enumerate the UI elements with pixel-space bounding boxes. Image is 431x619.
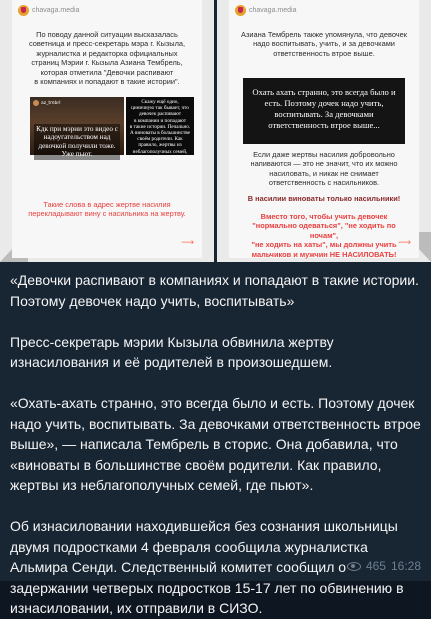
story-text-line: в компании и попадают bbox=[133, 117, 187, 124]
story-text-line: Скажу ещё одно, bbox=[141, 99, 179, 105]
intro-line: которая отметила "Девочки распивают bbox=[40, 67, 174, 77]
intro-line: Азиана Тембрель также упомянула, что девочек bbox=[241, 30, 407, 39]
intro-line: ответственность втрое выше. bbox=[273, 48, 375, 58]
quote-line: воспитывать. За девочками bbox=[274, 109, 374, 119]
red-line: мальчиков и мужчин НЕ НАСИЛОВАТЬ! bbox=[251, 249, 397, 259]
brand-logo-icon bbox=[235, 5, 246, 16]
story-text-line: А виноваты в большинстве bbox=[130, 130, 190, 137]
para-line: напиваются — это не значит, что их можно bbox=[250, 159, 398, 169]
message-time: 16:28 bbox=[390, 559, 421, 573]
arrow-right-icon: ⟶ bbox=[181, 238, 194, 248]
brand bbox=[18, 5, 79, 16]
quote-line: ответственность втрое выше... bbox=[268, 120, 380, 130]
story-text-line: неблагополучных семей, bbox=[132, 148, 188, 155]
intro-line: страниц Мэрии г. Кызыла Азиана Тембрель, bbox=[31, 58, 183, 68]
slide-right-bold: В насилии виноваты только насильники! bbox=[247, 194, 401, 203]
story-text-line: циничную так бывает, что bbox=[131, 105, 189, 112]
story-header bbox=[33, 100, 60, 106]
message-paragraph: «Охать-ахать странно, это всегда было и есть. Поэтому дочек надо учить, воспитывать. За девочками ответственность втрое выше», — написала Тембрель в сторис. Она добавила, что «виноваты в большинстве своём родители. Как правило, жертвы из неблагополучных семей, где пьют». bbox=[10, 395, 421, 493]
quote-line: есть. Поэтому дочек надо учить, bbox=[264, 98, 384, 108]
intro-line: надо воспитывать, учить, и за девочками bbox=[253, 39, 395, 49]
message-meta bbox=[347, 559, 421, 573]
slide-card bbox=[12, 0, 202, 258]
message-paragraph: «Девочки распивают в компаниях и попадают в такие истории. Поэтому девочек надо учить, воспитывать» bbox=[10, 272, 419, 309]
view-count: 465 bbox=[365, 559, 386, 573]
brand bbox=[235, 5, 296, 16]
para-line: насиловать, и никак не снимает bbox=[269, 168, 379, 178]
para-line: ответственность с насильников. bbox=[268, 178, 380, 188]
intro-line: советница и пресс-секретарь мэра г. Кызыла, bbox=[28, 39, 186, 49]
story-text-line: в такие истории. Печально. bbox=[129, 123, 191, 130]
slide-right[interactable] bbox=[217, 0, 431, 262]
red-line: "не ходить на хаты", мы должны учить bbox=[251, 240, 397, 250]
brand-name: chavaga.media bbox=[249, 7, 297, 14]
slide-right-intro bbox=[239, 30, 409, 58]
intro-line: в компаниях и попадают в такие истории". bbox=[34, 77, 180, 87]
arrow-right-icon: ⟶ bbox=[398, 238, 411, 248]
story-screenshot bbox=[30, 97, 124, 159]
brand-name: chavaga.media bbox=[32, 7, 80, 14]
quote-card bbox=[243, 78, 405, 144]
slide-right-red bbox=[239, 212, 409, 259]
quote-line: Охать ахать странно, это всегда было и bbox=[252, 87, 396, 97]
slide-card bbox=[229, 0, 419, 258]
avatar bbox=[33, 100, 39, 106]
story-caption-line: Уже пьют. bbox=[61, 150, 93, 159]
story-caption-line: Кдк при мэрии это видео с bbox=[36, 125, 118, 133]
intro-line: По поводу данной ситуации высказалась bbox=[36, 30, 178, 39]
footer-line: Такие слова в адрес жертве насилия bbox=[43, 200, 171, 209]
red-line: "нормально одеваться", "не ходить по ночам", bbox=[252, 221, 396, 240]
slide-left-intro bbox=[22, 30, 192, 86]
story-text-line: девочек распивают bbox=[138, 111, 182, 118]
story-caption bbox=[34, 124, 120, 160]
brand-logo-icon bbox=[18, 5, 29, 16]
para-line: Если даже жертвы насилия добровольно bbox=[253, 150, 395, 159]
eye-icon bbox=[347, 562, 361, 571]
red-line: Вместо того, чтобы учить девочек bbox=[260, 212, 388, 221]
story-text-line: правило, жертвы из bbox=[138, 142, 182, 149]
story-account: az_tmbrl bbox=[41, 100, 61, 106]
intro-line: журналистка и редакторка официальных bbox=[36, 48, 178, 58]
footer-line: перекладывают вину с насильника на жертву. bbox=[28, 209, 186, 219]
slide-left-footer bbox=[22, 200, 192, 219]
story-caption-line: надоугательством над bbox=[43, 133, 111, 142]
story-text-line: где пьют bbox=[150, 154, 170, 161]
message-paragraph: Об изнасиловании находившейся без сознания школьницы двумя подростками 4 февраля сообщила журналистка Альмира Сенди. Следственный комитет сообщил о задержании четверых подростков 15-17 лет по обвинению в изнасиловании, их отправили в СИЗО. bbox=[10, 518, 404, 616]
image-album[interactable] bbox=[0, 0, 431, 262]
story-text-line: своём родители. Как bbox=[137, 136, 183, 143]
story-text-card bbox=[126, 97, 194, 161]
slide-left[interactable] bbox=[0, 0, 214, 262]
story-caption-line: девочкой получили тоже. bbox=[38, 141, 116, 150]
slide-right-para bbox=[239, 150, 409, 188]
message-paragraph: Пресс-секретарь мэрии Кызыла обвинила жертву изнасилования и её родителей в произошедшем. bbox=[10, 333, 334, 370]
